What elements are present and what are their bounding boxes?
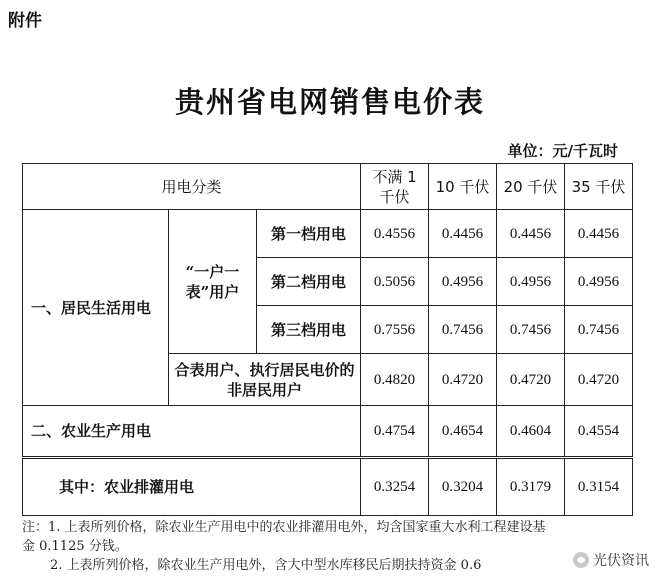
price-cell: 0.4956 — [429, 258, 497, 306]
price-cell: 0.4456 — [429, 210, 497, 258]
watermark-text: 光伏资讯 — [593, 553, 649, 569]
notes — [22, 518, 642, 575]
price-cell: 0.4554 — [565, 406, 633, 458]
attachment-label: 附件 — [8, 11, 42, 31]
table-row — [23, 458, 633, 516]
price-cell: 0.4720 — [429, 354, 497, 406]
price-cell: 0.7556 — [361, 306, 429, 354]
unit-label: 单位：元/千瓦时 — [507, 142, 618, 160]
table-row — [23, 406, 633, 458]
price-cell: 0.3204 — [429, 458, 497, 516]
wechat-icon — [573, 552, 589, 568]
price-cell: 0.4654 — [429, 406, 497, 458]
header-row — [23, 164, 633, 210]
tier-label: 第二档用电 — [257, 258, 361, 306]
header-col-3: 20 千伏 — [497, 164, 565, 210]
residential-label: 一、居民生活用电 — [23, 210, 169, 406]
header-col-1: 不满 1 千伏 — [361, 164, 429, 210]
price-cell: 0.7456 — [497, 306, 565, 354]
tier-label: 第一档用电 — [257, 210, 361, 258]
price-cell: 0.4754 — [361, 406, 429, 458]
price-cell: 0.5056 — [361, 258, 429, 306]
price-cell: 0.7456 — [429, 306, 497, 354]
price-cell: 0.4956 — [565, 258, 633, 306]
irrigation-label: 其中：农业排灌用电 — [23, 458, 361, 516]
table-row — [23, 210, 633, 258]
price-cell: 0.3179 — [497, 458, 565, 516]
combined-user-label: 合表用户、执行居民电价的非居民用户 — [169, 354, 361, 406]
price-cell: 0.4820 — [361, 354, 429, 406]
note-line: 金 0.1125 分钱。 — [22, 539, 128, 554]
price-cell: 0.4456 — [497, 210, 565, 258]
price-cell: 0.4604 — [497, 406, 565, 458]
watermark — [570, 549, 652, 571]
price-table — [22, 163, 633, 516]
price-cell: 0.4720 — [497, 354, 565, 406]
price-cell: 0.3154 — [565, 458, 633, 516]
header-col-2: 10 千伏 — [429, 164, 497, 210]
note-line: 注：1. 上表所列价格，除农业生产用电中的农业排灌用电外，均含国家重大水利工程建设基 — [22, 520, 546, 535]
price-cell: 0.7456 — [565, 306, 633, 354]
price-cell: 0.4720 — [565, 354, 633, 406]
price-cell: 0.4456 — [565, 210, 633, 258]
price-cell: 0.3254 — [361, 458, 429, 516]
page-title: 贵州省电网销售电价表 — [174, 85, 485, 119]
price-cell: 0.4556 — [361, 210, 429, 258]
header-category: 用电分类 — [23, 164, 361, 210]
agriculture-label: 二、农业生产用电 — [23, 406, 361, 458]
price-cell: 0.4956 — [497, 258, 565, 306]
one-household-label: “一户一表”用户 — [169, 210, 257, 354]
tier-label: 第三档用电 — [257, 306, 361, 354]
note-line: 2. 上表所列价格，除农业生产用电外，含大中型水库移民后期扶持资金 0.6 — [50, 558, 482, 573]
header-col-4: 35 千伏 — [565, 164, 633, 210]
